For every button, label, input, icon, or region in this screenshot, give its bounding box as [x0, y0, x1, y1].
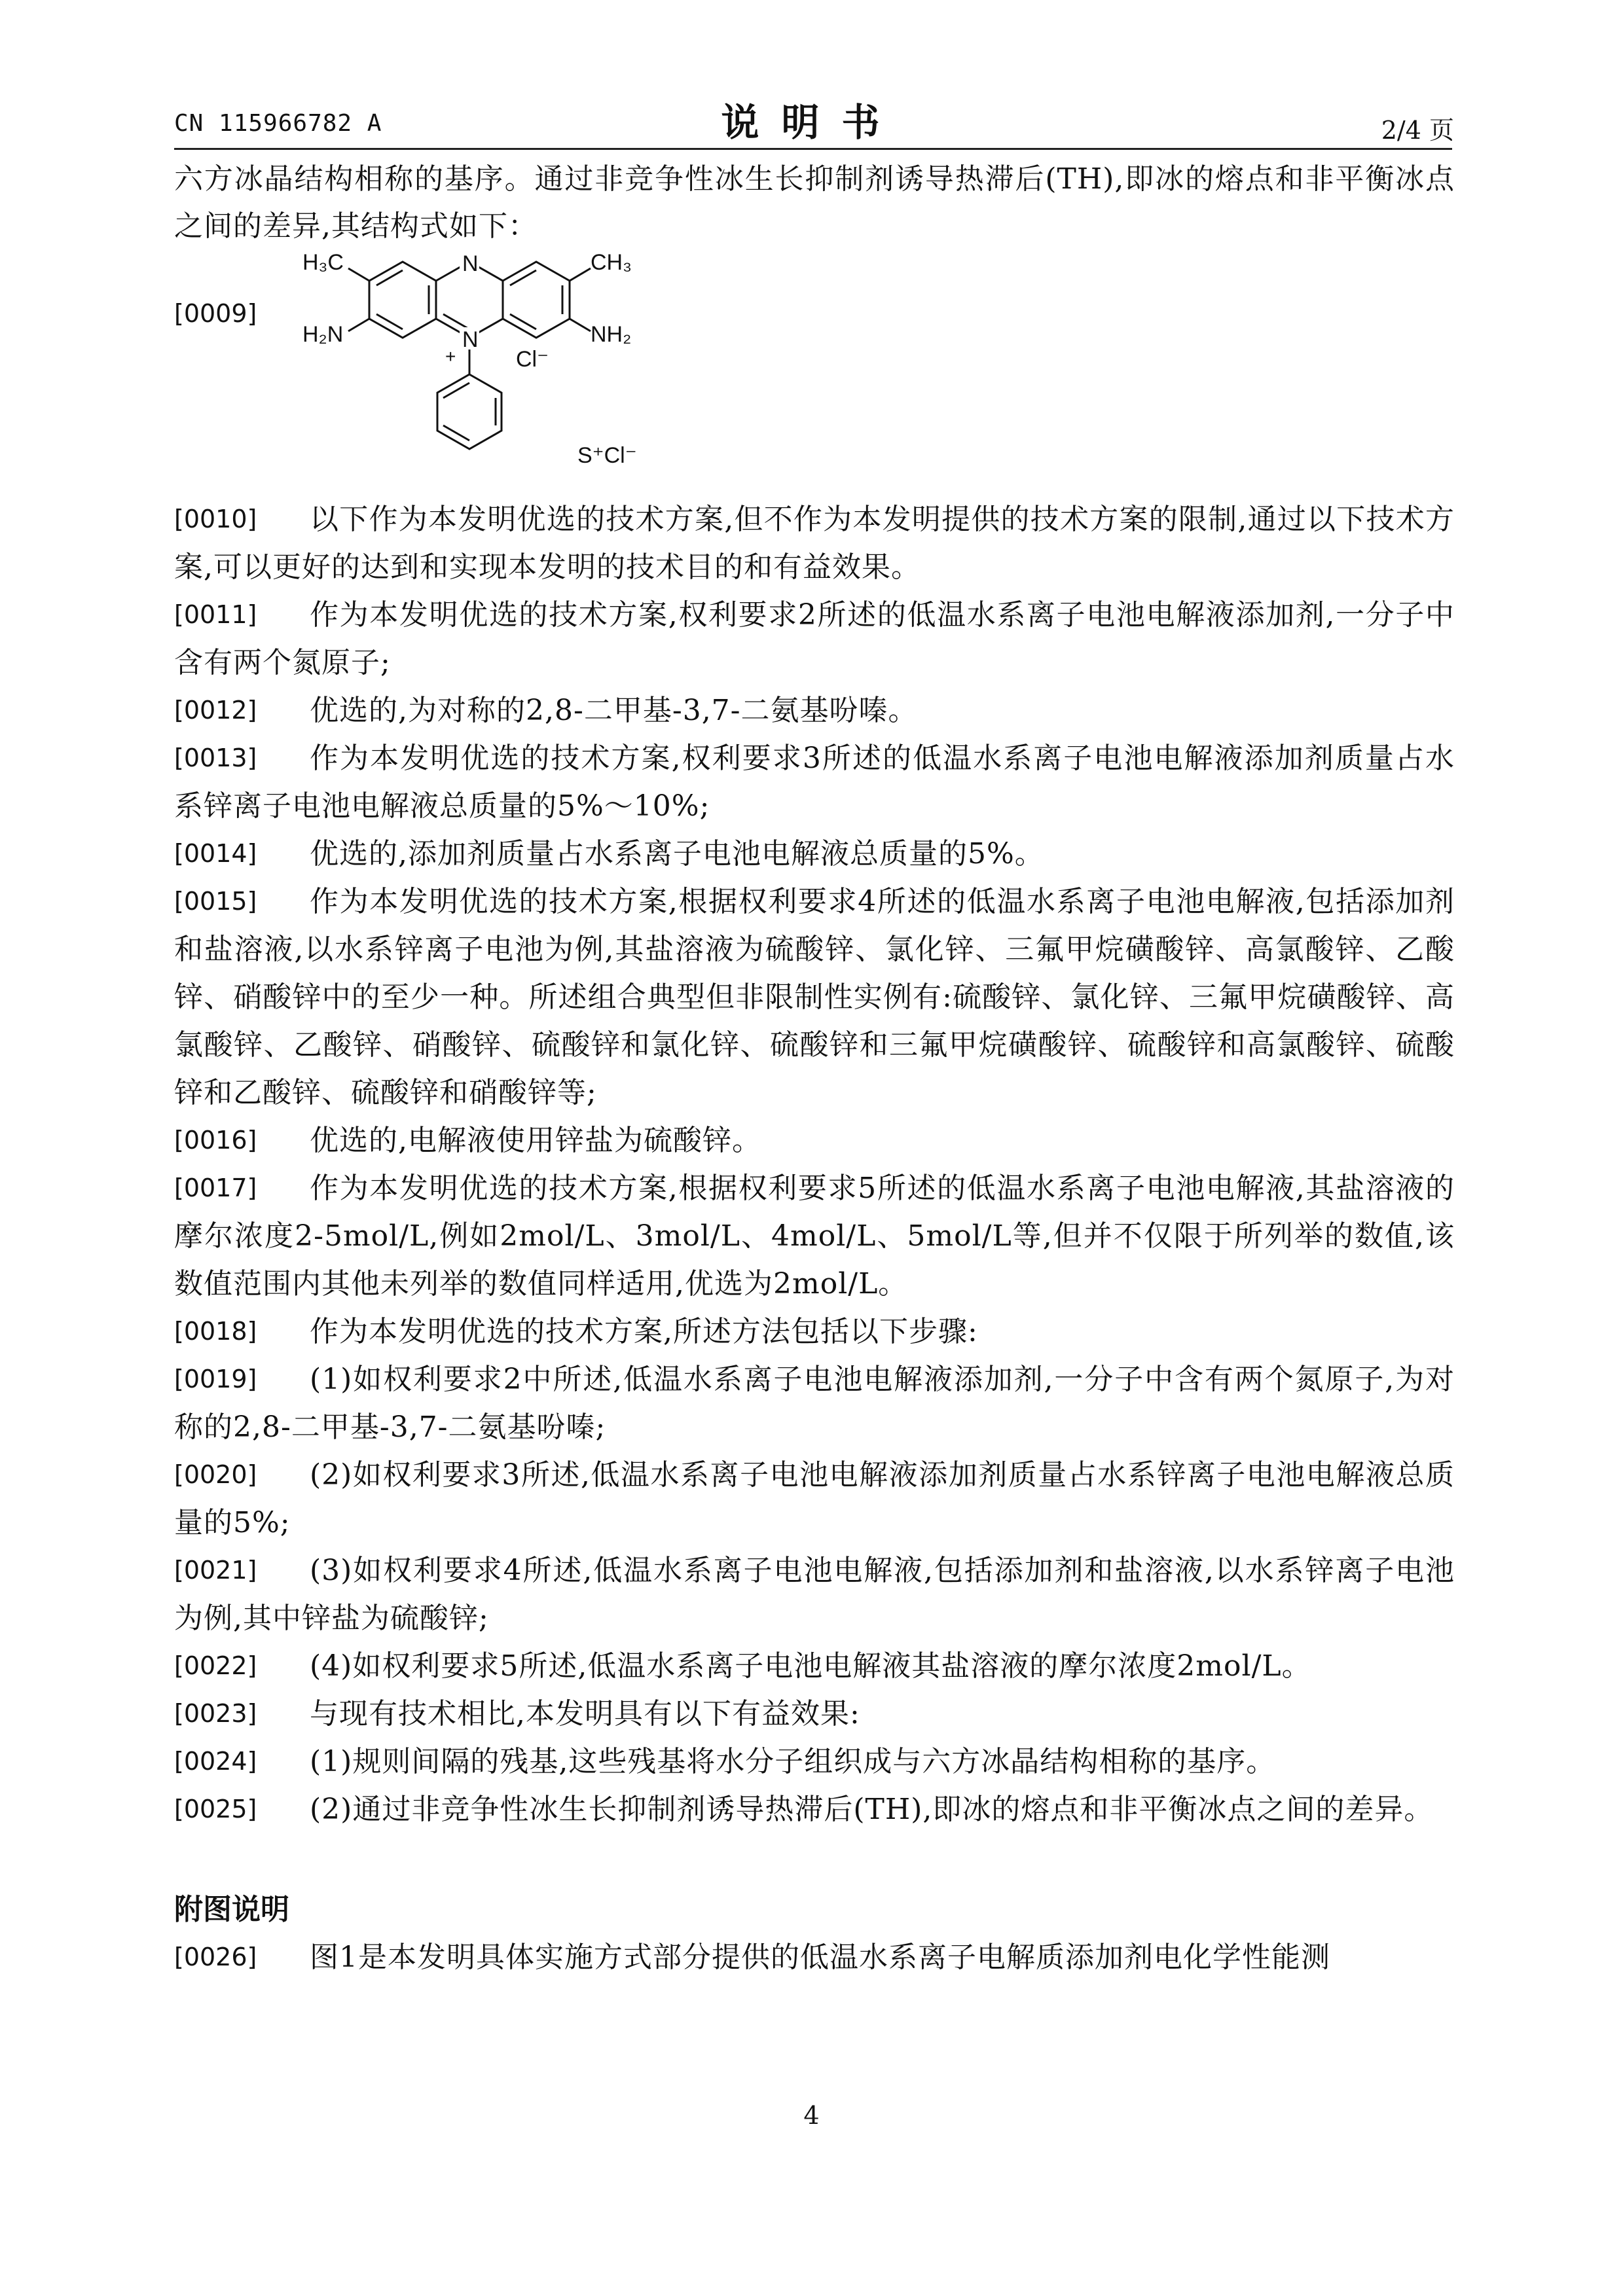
label-nh2: NH₂ [591, 322, 632, 347]
paragraph [174, 1690, 1455, 1738]
paragraph-text: 与现有技术相比,本发明具有以下有益效果: [310, 1697, 860, 1731]
paragraph-text: 作为本发明优选的技术方案,根据权利要求5所述的低温水系离子电池电解液,其盐溶液的摩尔浓度2-5mol/L,例如2mol/L、3mol/L、4mol/L、5mol/L等,但并不仅限于所列举的数值,该数值范围内其他未列举的数值同样适用,优选为2mol/L。 [174, 1172, 1455, 1300]
paragraph-number: [0010] [174, 505, 257, 533]
paragraph-text: (1)规则间隔的残基,这些残基将水分子组织成与六方冰晶结构相称的基序。 [310, 1745, 1276, 1778]
paragraph-text: 优选的,添加剂质量占水系离子电池电解液总质量的5%。 [310, 837, 1044, 870]
paragraph [174, 734, 1455, 830]
paragraph [174, 1642, 1455, 1690]
paragraph [174, 1738, 1455, 1785]
paragraph-text: 作为本发明优选的技术方案,根据权利要求4所述的低温水系离子电池电解液,包括添加剂和盐溶液,以水系锌离子电池为例,其盐溶液为硫酸锌、氯化锌、三氟甲烷磺酸锌、高氯酸锌、乙酸锌、硝酸锌中的至少一种。所述组合典型但非限制性实例有:硫酸锌、氯化锌、三氟甲烷磺酸锌、高氯酸锌、乙酸锌、硝酸锌、硫酸锌和氯化锌、硫酸锌和三氟甲烷磺酸锌、硫酸锌和高氯酸锌、硫酸锌和乙酸锌、硫酸锌和硝酸锌等; [174, 885, 1455, 1109]
paragraph [174, 495, 1455, 591]
paragraph [174, 830, 1455, 878]
label-n-plus: N [462, 327, 479, 352]
paragraph-number: [0022] [174, 1651, 257, 1680]
paragraph-number: [0016] [174, 1126, 257, 1155]
paragraph-number: [0019] [174, 1365, 257, 1393]
structure-row [174, 250, 1455, 495]
paragraph-number: [0009] [174, 299, 257, 328]
paragraph [174, 1308, 1455, 1355]
header-rule [174, 148, 1452, 150]
paragraph [174, 1355, 1455, 1451]
paragraph-list [174, 495, 1455, 1833]
paragraph [174, 1933, 1455, 1981]
paragraph-text: (2)通过非竞争性冰生长抑制剂诱导热滞后(TH),即冰的熔点和非平衡冰点之间的差异。 [310, 1793, 1434, 1826]
paragraph-text: 优选的,电解液使用锌盐为硫酸锌。 [310, 1124, 761, 1157]
header-page-fraction: 2/4 页 [1381, 116, 1454, 145]
paragraph-text: 作为本发明优选的技术方案,权利要求3所述的低温水系离子电池电解液添加剂质量占水系锌离子电池电解液总质量的5%～10%; [174, 742, 1455, 823]
paragraph [174, 1117, 1455, 1164]
paragraph-text: 优选的,为对称的2,8-二甲基-3,7-二氨基吩嗪。 [310, 694, 918, 727]
paragraph-number: [0025] [174, 1795, 257, 1823]
intro-paragraph: 六方冰晶结构相称的基序。通过非竞争性冰生长抑制剂诱导热滞后(TH),即冰的熔点和非平衡冰点之间的差异,其结构式如下： [174, 162, 1455, 243]
label-s-cl: S⁺Cl⁻ [577, 443, 637, 468]
chemical-structure-figure [302, 250, 892, 495]
paragraph-text: (2)如权利要求3所述,低温水系离子电池电解液添加剂质量占水系锌离子电池电解液总质量的5%; [174, 1458, 1455, 1539]
paragraph-number: [0013] [174, 744, 257, 772]
paragraph-text: (1)如权利要求2中所述,低温水系离子电池电解液添加剂,一分子中含有两个氮原子,为对称的2,8-二甲基-3,7-二氨基吩嗪; [174, 1363, 1455, 1444]
paragraph-text: 图1是本发明具体实施方式部分提供的低温水系离子电解质添加剂电化学性能测 [310, 1941, 1330, 1974]
header-title: 说明书 [721, 100, 902, 145]
paragraph-number: [0024] [174, 1747, 257, 1776]
paragraph-number: [0026] [174, 1943, 257, 1971]
paragraph [174, 878, 1455, 1117]
label-chloride: Cl⁻ [516, 347, 549, 372]
paragraph [174, 1164, 1455, 1308]
paragraph-number: [0020] [174, 1460, 257, 1489]
paragraph-number: [0012] [174, 696, 257, 725]
paragraph [174, 687, 1455, 734]
label-ch3: CH₃ [591, 250, 632, 275]
label-h3c: H₃C [302, 250, 344, 275]
label-h2n: H₂N [302, 322, 344, 347]
paragraph-text: (4)如权利要求5所述,低温水系离子电池电解液其盐溶液的摩尔浓度2mol/L。 [310, 1649, 1311, 1683]
label-n-top: N [462, 251, 479, 276]
paragraph-number: [0015] [174, 887, 257, 916]
section-title: 附图说明 [174, 1893, 289, 1926]
paragraph [174, 1547, 1455, 1642]
paragraph [174, 591, 1455, 687]
paragraph-number: [0021] [174, 1556, 257, 1585]
paragraph [174, 1451, 1455, 1547]
label-plus: + [445, 346, 456, 367]
header-doc-number: CN 115966782 A [174, 110, 382, 137]
paragraph-number: [0017] [174, 1174, 257, 1202]
paragraph-text: 以下作为本发明优选的技术方案,但不作为本发明提供的技术方案的限制,通过以下技术方案,可以更好的达到和实现本发明的技术目的和有益效果。 [174, 503, 1455, 584]
paragraph-number: [0014] [174, 839, 257, 868]
document-body [174, 156, 1455, 1981]
paragraph-number: [0011] [174, 600, 257, 629]
paragraph-text: 作为本发明优选的技术方案,所述方法包括以下步骤: [310, 1315, 978, 1348]
paragraph [174, 1785, 1455, 1833]
paragraph-text: (3)如权利要求4所述,低温水系离子电池电解液,包括添加剂和盐溶液,以水系锌离子电池为例,其中锌盐为硫酸锌; [174, 1554, 1455, 1635]
paragraph-number: [0023] [174, 1699, 257, 1728]
paragraph-text: 作为本发明优选的技术方案,权利要求2所述的低温水系离子电池电解液添加剂,一分子中含有两个氮原子; [174, 598, 1455, 679]
paragraph-number: [0018] [174, 1317, 257, 1346]
page-number: 4 [803, 2101, 820, 2130]
